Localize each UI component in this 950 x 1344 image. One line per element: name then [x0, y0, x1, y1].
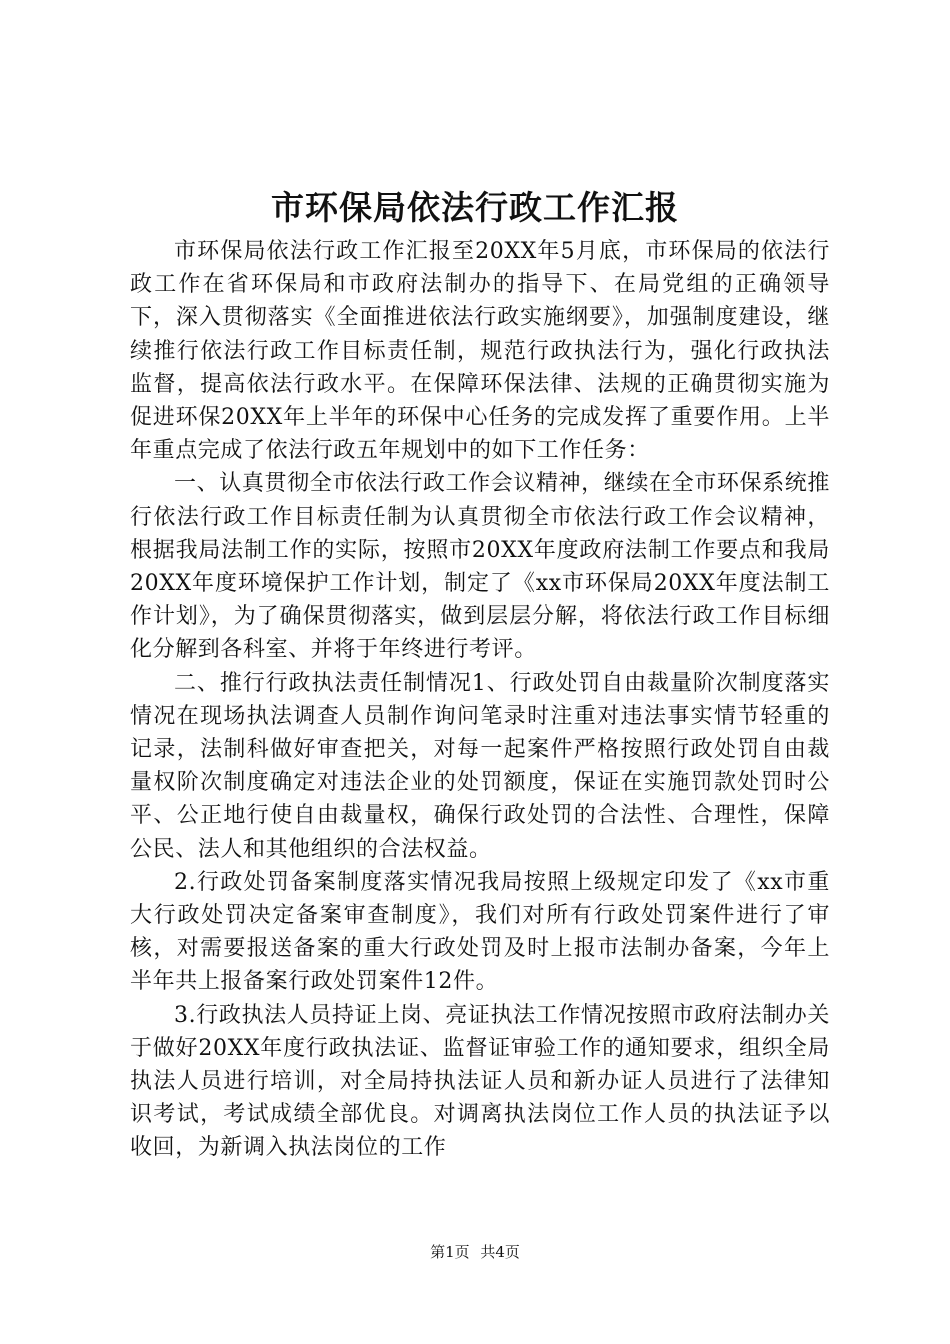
paragraph-section-2: 二、推行行政执法责任制情况1、行政处罚自由裁量阶次制度落实情况在现场执法调查人员制作询问笔录时注重对违法事实情节轻重的记录，法制科做好审查把关，对每一起案件严格按照行政处罚自由裁量权阶次制度确定对违法企业的处罚额度，保证在实施罚款处罚时公平、公正地行使自由裁量权，确保行政处罚的合法性、合理性，保障公民、法人和其他组织的合法权益。 — [130, 670, 830, 862]
paragraph-intro: 市环保局依法行政工作汇报至20XX年5月底，市环保局的依法行政工作在省环保局和市政府法制办的指导下、在局党组的正确领导下，深入贯彻落实《全面推进依法行政实施纲要》，加强制度建设，继续推行依法行政工作目标责任制，规范行政执法行为，强化行政执法监督，提高依法行政水平。在保障环保法律、法规的正确贯彻实施为促进环保20XX年上半年的环保中心任务的完成发挥了重要作用。上半年重点完成了依法行政五年规划中的如下工作任务： — [130, 239, 830, 464]
page-footer — [0, 1240, 950, 1264]
page-number: 第1页 — [430, 1243, 470, 1261]
paragraph-item-3: 3.行政执法人员持证上岗、亮证执法工作情况按照市政府法制办关于做好20XX年度行政执法证、监督证审验工作的通知要求，组织全局执法人员进行培训，对全局持执法证人员和新办证人员进行了法律知识考试，考试成绩全部优良。对调离执法岗位工作人员的执法证予以收回，为新调入执法岗位的工作 — [130, 1002, 830, 1161]
paragraph-section-1: 一、认真贯彻全市依法行政工作会议精神，继续在全市环保系统推行依法行政工作目标责任制为认真贯彻全市依法行政工作会议精神，根据我局法制工作的实际，按照市20XX年度政府法制工作要点和我局20XX年度环境保护工作计划，制定了《xx市环保局20XX年度法制工作计划》，为了确保贯彻落实，做到层层分解，将依法行政工作目标细化分解到各科室、并将于年终进行考评。 — [130, 471, 830, 663]
document-body — [130, 235, 830, 1165]
page-total: 共4页 — [480, 1243, 520, 1261]
paragraph-item-2: 2.行政处罚备案制度落实情况我局按照上级规定印发了《xx市重大行政处罚决定备案审查制度》，我们对所有行政处罚案件进行了审核，对需要报送备案的重大行政处罚及时上报市法制办备案，今年上半年共上报备案行政处罚案件12件。 — [130, 869, 830, 995]
document-title: 市环保局依法行政工作汇报 — [271, 188, 679, 227]
